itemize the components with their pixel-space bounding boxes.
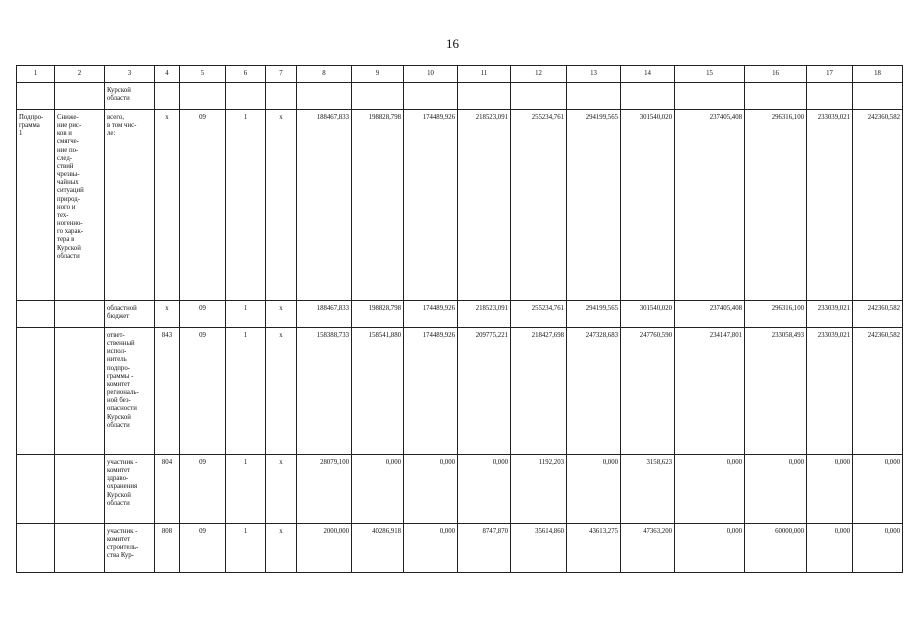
cell-value-col18: 0,000 (853, 455, 903, 524)
cell-value-col10: 0,000 (404, 455, 458, 524)
cell-value-col16: 296316,100 (745, 301, 807, 328)
cell-value-col13: 247328,683 (567, 328, 621, 455)
cell-value-col13: 294199,565 (567, 110, 621, 301)
cell-value-col16: 233058,493 (745, 328, 807, 455)
cell-line: Курской (107, 491, 131, 499)
cell-line: комитет (107, 467, 131, 475)
cell (352, 83, 404, 110)
cell-line: ние рис- (57, 122, 82, 130)
cell-line: ние по- (57, 146, 79, 154)
budget-table (16, 65, 903, 573)
cell-col7: х (266, 301, 297, 328)
cell-line: Подпро- (19, 114, 44, 121)
cell-value-col13: 43613,275 (567, 524, 621, 573)
cell-value-col12: 255234,761 (511, 301, 567, 328)
cell-value-col11: 209775,221 (458, 328, 511, 455)
cell (226, 83, 266, 110)
column-header-12: 12 (511, 66, 567, 83)
table-row (17, 524, 903, 573)
cell (458, 83, 511, 110)
header-row (17, 66, 903, 83)
cell-col4: 804 (155, 455, 180, 524)
cell-value-col15: 234147,801 (675, 328, 745, 455)
cell-value-col18: 0,000 (853, 524, 903, 573)
cell-value-col14: 247760,590 (621, 328, 675, 455)
cell-value-col8: 28079,100 (297, 455, 352, 524)
cell-line: граммы - (107, 372, 134, 380)
cell-value-col18: 242360,582 (853, 110, 903, 301)
cell-value-col9: 198828,798 (352, 301, 404, 328)
cell-col2 (55, 301, 105, 328)
cell-value-col18: 242360,582 (853, 328, 903, 455)
cell-value-col14: 47363,200 (621, 524, 675, 573)
cell-col4: 808 (155, 524, 180, 573)
cell-value-col15: 237405,408 (675, 301, 745, 328)
cell-value-col11: 218523,091 (458, 301, 511, 328)
cell-line: области (107, 421, 130, 429)
cell-value-col15: 237405,408 (675, 110, 745, 301)
cell-value-col11: 0,000 (458, 455, 511, 524)
column-header-5: 5 (180, 66, 226, 83)
cell-value-col15: 0,000 (675, 524, 745, 573)
cell-col7: х (266, 328, 297, 455)
cell (404, 83, 458, 110)
column-header-14: 14 (621, 66, 675, 83)
cell (511, 83, 567, 110)
cell-value-col9: 0,000 (352, 455, 404, 524)
cell-line: комитет (107, 380, 131, 388)
cell-value-col12: 218427,698 (511, 328, 567, 455)
cell-line: чрезвы- (57, 171, 80, 179)
cell-line: тера в (57, 236, 75, 244)
cell-value-col10: 0,000 (404, 524, 458, 573)
cell-value-col17: 0,000 (807, 524, 853, 573)
continuation-row (17, 83, 903, 110)
cell-value-col10: 174489,926 (404, 328, 458, 455)
cell-line: ного и (57, 203, 76, 211)
cell (853, 83, 903, 110)
cell-value-col10: 174489,926 (404, 301, 458, 328)
cell (155, 83, 180, 110)
cell-line: испол- (107, 348, 127, 356)
cell-line: ков и (57, 130, 72, 138)
cell-col3 (105, 110, 155, 301)
cell-line: ствий (57, 162, 74, 170)
cell-line: региональ- (107, 389, 139, 397)
cell-line: участник - (107, 528, 138, 535)
cell-line: охранения (107, 483, 138, 491)
column-header-16: 16 (745, 66, 807, 83)
column-header-17: 17 (807, 66, 853, 83)
cell-value-col9: 40286,918 (352, 524, 404, 573)
cell-line: нитель (107, 356, 127, 364)
cell-line: ства Кур- (107, 552, 134, 560)
cell-line: в том чис- (107, 122, 137, 130)
cell-col7: х (266, 455, 297, 524)
cell-line: ситуаций (57, 187, 84, 195)
cell (55, 83, 105, 110)
cell-line: подпро- (107, 364, 130, 372)
cell-line: Сниже- (57, 114, 79, 121)
cell-value-col16: 0,000 (745, 455, 807, 524)
column-header-6: 6 (226, 66, 266, 83)
cell-line: 1 (19, 130, 23, 138)
cell (745, 83, 807, 110)
cell-value-col9: 198828,798 (352, 110, 404, 301)
column-header-4: 4 (155, 66, 180, 83)
cell-col2 (55, 455, 105, 524)
cell-value-col14: 301540,020 (621, 301, 675, 328)
cell-col1 (17, 455, 55, 524)
cell-line: всего, (107, 114, 125, 121)
cell-value-col18: 242360,582 (853, 301, 903, 328)
cell-line: Курской (107, 87, 131, 94)
cell (297, 83, 352, 110)
cell-col2 (55, 110, 105, 301)
cell-line: смягче- (57, 138, 79, 146)
cell-col6: 1 (226, 110, 266, 301)
column-header-10: 10 (404, 66, 458, 83)
cell-value-col16: 296316,100 (745, 110, 807, 301)
cell-col6: 1 (226, 328, 266, 455)
cell-col4: х (155, 110, 180, 301)
cell-value-col13: 294199,565 (567, 301, 621, 328)
cell-col1 (17, 301, 55, 328)
cell-line: Курской (107, 413, 131, 421)
cell-line: участник - (107, 459, 138, 466)
cell-value-col8: 2000,000 (297, 524, 352, 573)
cell-col2 (55, 524, 105, 573)
cell-col5: 09 (180, 110, 226, 301)
cell-line: Курской (57, 244, 81, 252)
cell-value-col8: 158388,733 (297, 328, 352, 455)
cell-col4: 843 (155, 328, 180, 455)
cell-col3 (105, 455, 155, 524)
cell (567, 83, 621, 110)
cell-value-col9: 158541,880 (352, 328, 404, 455)
table-row (17, 301, 903, 328)
cell-col1 (17, 524, 55, 573)
cell-line: опасности (107, 405, 137, 413)
cell (180, 83, 226, 110)
column-header-15: 15 (675, 66, 745, 83)
table-row (17, 110, 903, 301)
cell-col5: 09 (180, 301, 226, 328)
table-row (17, 455, 903, 524)
cell-line: ной без- (107, 397, 131, 405)
cell-col6: 1 (226, 301, 266, 328)
cell-line: природ- (57, 195, 80, 203)
cell-line: чайных (57, 179, 79, 187)
cell-col5: 09 (180, 328, 226, 455)
cell-value-col8: 188467,833 (297, 301, 352, 328)
column-header-18: 18 (853, 66, 903, 83)
cell-value-col17: 233039,021 (807, 301, 853, 328)
cell-col2 (55, 328, 105, 455)
cell-line: ственный (107, 340, 135, 348)
cell-line: области (57, 252, 80, 260)
cell-value-col13: 0,000 (567, 455, 621, 524)
cell-line: грамма (19, 122, 40, 130)
cell-value-col12: 1192,203 (511, 455, 567, 524)
column-header-13: 13 (567, 66, 621, 83)
cell-line: след- (57, 154, 73, 162)
cell-value-col17: 0,000 (807, 455, 853, 524)
cell-value-col14: 3158,623 (621, 455, 675, 524)
cell-col3 (105, 328, 155, 455)
cell-col5: 09 (180, 524, 226, 573)
cell-region-continuation (105, 83, 155, 110)
cell (621, 83, 675, 110)
cell-line: тех- (57, 211, 69, 219)
cell-value-col11: 8747,870 (458, 524, 511, 573)
cell-value-col12: 35614,860 (511, 524, 567, 573)
cell-col1 (17, 110, 55, 301)
cell-value-col15: 0,000 (675, 455, 745, 524)
table-row (17, 328, 903, 455)
cell-value-col17: 233039,021 (807, 110, 853, 301)
cell-line: областной (107, 305, 137, 312)
cell-col6: 1 (226, 455, 266, 524)
table-body (17, 66, 903, 573)
cell-col7: х (266, 524, 297, 573)
cell-value-col10: 174489,926 (404, 110, 458, 301)
column-header-8: 8 (297, 66, 352, 83)
cell-col5: 09 (180, 455, 226, 524)
cell-line: ответ- (107, 332, 125, 339)
cell-value-col16: 60000,000 (745, 524, 807, 573)
cell-value-col17: 233039,021 (807, 328, 853, 455)
cell (17, 83, 55, 110)
cell-col7: х (266, 110, 297, 301)
cell-line: области (107, 499, 130, 507)
cell-line: комитет (107, 536, 131, 544)
cell (807, 83, 853, 110)
cell-col4: х (155, 301, 180, 328)
cell (266, 83, 297, 110)
cell (675, 83, 745, 110)
cell-line: ле: (107, 130, 116, 138)
cell-line: бюджет (107, 313, 130, 321)
cell-line: здраво- (107, 475, 129, 483)
cell-col1 (17, 328, 55, 455)
cell-line: строитель- (107, 544, 139, 552)
cell-col3 (105, 524, 155, 573)
cell-line: области (107, 95, 130, 103)
cell-col3 (105, 301, 155, 328)
cell-line: ногенно- (57, 220, 83, 228)
column-header-3: 3 (105, 66, 155, 83)
column-header-1: 1 (17, 66, 55, 83)
cell-value-col12: 255234,761 (511, 110, 567, 301)
cell-col6: 1 (226, 524, 266, 573)
cell-value-col8: 188467,833 (297, 110, 352, 301)
page-number: 16 (446, 36, 459, 51)
cell-value-col14: 301540,020 (621, 110, 675, 301)
column-header-11: 11 (458, 66, 511, 83)
column-header-9: 9 (352, 66, 404, 83)
cell-value-col11: 218523,091 (458, 110, 511, 301)
column-header-7: 7 (266, 66, 297, 83)
cell-line: го харак- (57, 228, 84, 236)
column-header-2: 2 (55, 66, 105, 83)
